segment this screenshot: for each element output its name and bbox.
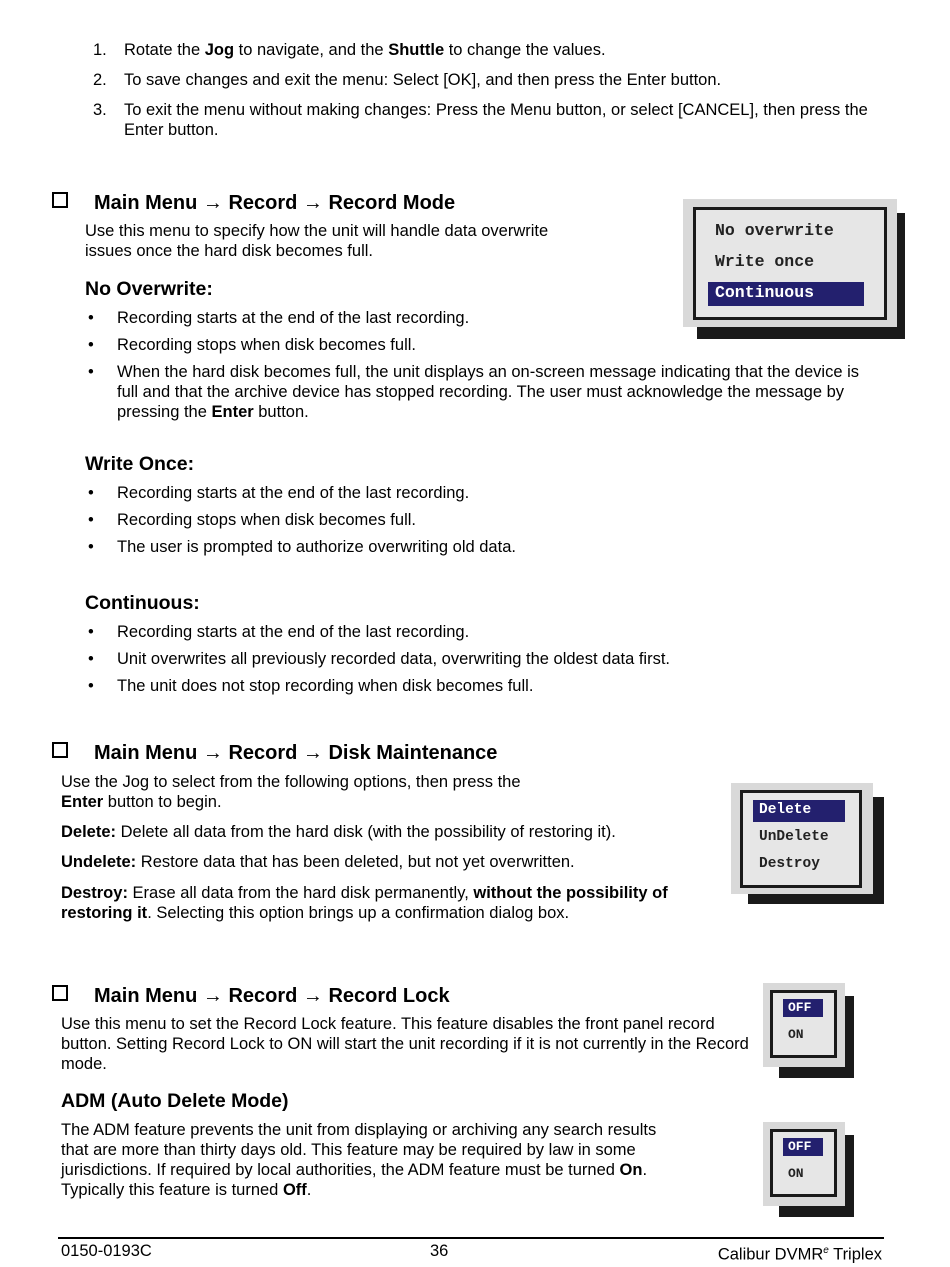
step-3: 3. To exit the menu without making changes: Press the Menu button, or select [CANCEL], then press the Enter button. [93, 101, 868, 139]
doc-number: 0150-0193C [61, 1242, 152, 1260]
list-item: • Recording stops when disk becomes full. [88, 511, 416, 529]
write-once-list [86, 483, 876, 564]
list-item: • When the hard disk becomes full, the unit displays an on-screen message indicating that the device is full and that the archive device has stopped recording. The user must acknowledge the message by pressing the Enter button. [88, 363, 859, 421]
list-item: • Recording starts at the end of the last recording. [88, 309, 470, 327]
list-item: • The unit does not stop recording when disk becomes full. [88, 677, 534, 695]
menu-item-undelete[interactable]: UnDelete [759, 829, 829, 845]
menu-item-off[interactable]: OFF [783, 1138, 823, 1156]
undelete-description: Undelete: Restore data that has been deleted, but not yet overwritten. [61, 853, 575, 871]
list-item: • Recording starts at the end of the last recording. [88, 623, 470, 641]
menu-item-off[interactable]: OFF [783, 999, 823, 1017]
menu-item-on[interactable]: ON [788, 1166, 804, 1181]
record-mode-heading: Main Menu → Record → Record Mode [52, 191, 455, 215]
step-2: 2. To save changes and exit the menu: Select [OK], and then press the Enter button. [93, 71, 722, 89]
checkbox-icon [52, 985, 68, 1001]
list-item: • Unit overwrites all previously recorded data, overwriting the oldest data first. [88, 650, 670, 668]
checkbox-icon [52, 192, 68, 208]
menu-item-continuous[interactable]: Continuous [708, 282, 864, 306]
no-overwrite-list [86, 308, 876, 429]
footer-rule [58, 1237, 884, 1239]
menu-item-delete[interactable]: Delete [753, 800, 845, 822]
checkbox-icon [52, 742, 68, 758]
no-overwrite-title: No Overwrite: [85, 278, 213, 300]
menu-item-destroy[interactable]: Destroy [759, 856, 820, 872]
destroy-description: Destroy: Erase all data from the hard disk permanently, without the possibility of restoring it. Selecting this option brings up a confirmation dialog box. [61, 884, 668, 922]
adm-title: ADM (Auto Delete Mode) [61, 1090, 289, 1112]
product-name: Calibur DVMR$^e$ Triplex [717, 1245, 882, 1264]
record-lock-intro: Use this menu to set the Record Lock feature. This feature disables the front panel record button. Setting Record Lock to ON will start the unit recording if it is not currently in the Record mode. [61, 1015, 749, 1073]
disk-maintenance-intro: Use the Jog to select from the following options, then press the Enter button to begin. [61, 773, 521, 811]
menu-item-on[interactable]: ON [788, 1027, 804, 1042]
step-1: 1. Rotate the Jog to navigate, and the Shuttle to change the values. [93, 41, 606, 59]
adm-description: The ADM feature prevents the unit from displaying or archiving any search results that are more than thirty days old. This feature may be required by law in some jurisdictions. If required by local authorities, the ADM feature must be turned On. Typically this feature is turned Off. [61, 1121, 657, 1199]
write-once-title: Write Once: [85, 453, 195, 475]
disk-maintenance-heading: Main Menu → Record → Disk Maintenance [52, 741, 497, 765]
record-mode-intro: Use this menu to specify how the unit will handle data overwrite issues once the hard disk becomes full. [85, 222, 549, 260]
instruction-steps [90, 40, 880, 150]
continuous-title: Continuous: [85, 592, 200, 614]
list-item: • The user is prompted to authorize overwriting old data. [88, 538, 516, 556]
page-number: 36 [430, 1242, 449, 1260]
delete-description: Delete: Delete all data from the hard disk (with the possibility of restoring it). [61, 823, 616, 841]
list-item: • Recording starts at the end of the last recording. [88, 484, 470, 502]
continuous-list [86, 622, 876, 703]
menu-item-write-once[interactable]: Write once [715, 252, 815, 271]
menu-item-no-overwrite[interactable]: No overwrite [715, 221, 834, 240]
list-item: • Recording stops when disk becomes full. [88, 336, 416, 354]
record-lock-heading: Main Menu → Record → Record Lock [52, 984, 450, 1008]
